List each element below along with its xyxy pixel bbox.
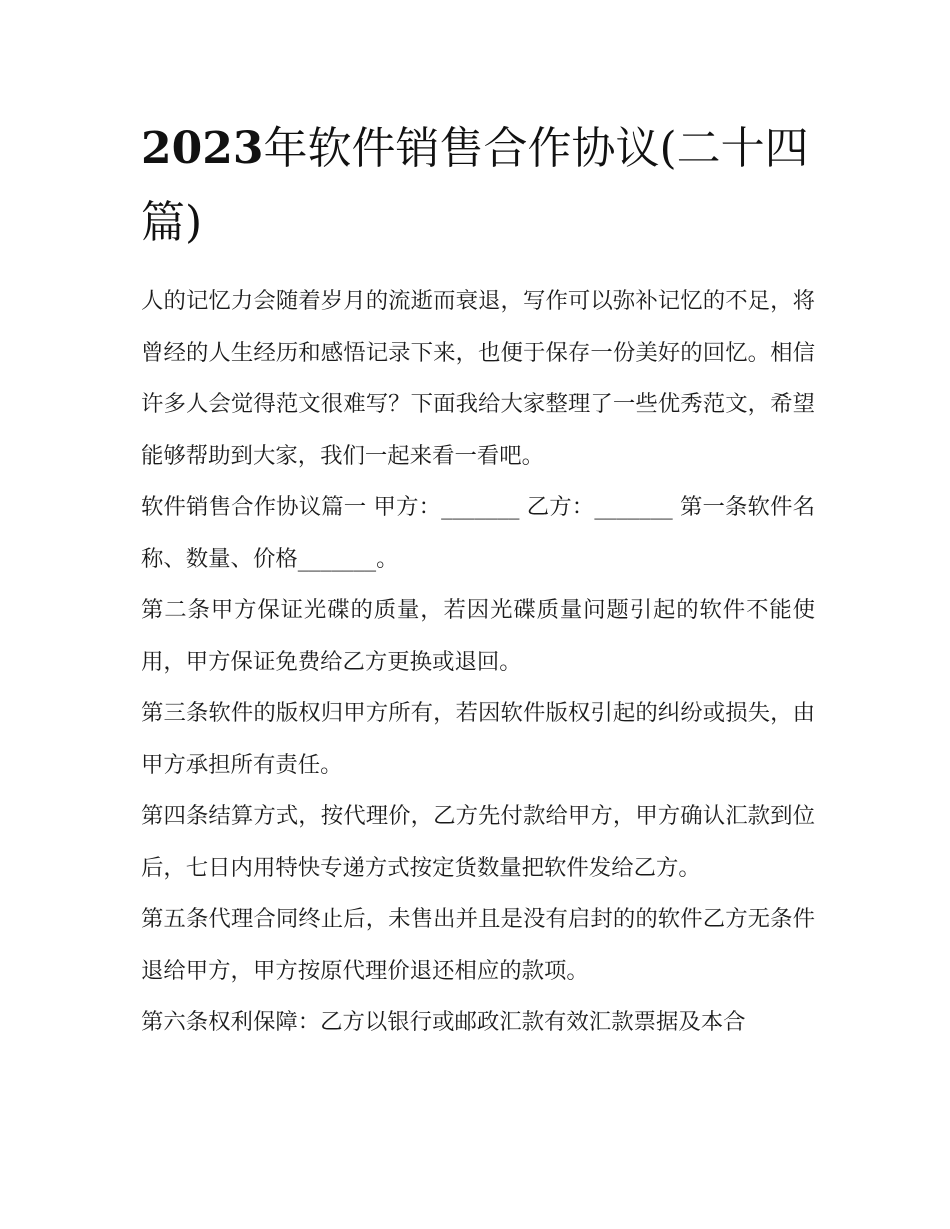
title-year: 2023 <box>141 123 264 174</box>
paragraph-article-2: 第二条甲方保证光碟的质量，若因光碟质量问题引起的软件不能使用，甲方保证免费给乙方更换或退回。 <box>141 597 815 675</box>
document-title <box>141 112 815 260</box>
paragraph-article-4: 第四条结算方式，按代理价，乙方先付款给甲方，甲方确认汇款到位后，七日内用特快专递方式按定货数量把软件发给乙方。 <box>141 803 815 881</box>
document-content <box>141 112 815 1049</box>
paragraph-article-3: 第三条软件的版权归甲方所有，若因软件版权引起的纠纷或损失，由甲方承担所有责任。 <box>141 700 815 778</box>
document-body <box>141 276 815 1049</box>
paragraph-article-6: 第六条权利保障：乙方以银行或邮政汇款有效汇款票据及本合 <box>141 1009 746 1035</box>
paragraph-intro: 人的记忆力会随着岁月的流逝而衰退，写作可以弥补记忆的不足，将曾经的人生经历和感悟记录下来，也便于保存一份美好的回忆。相信许多人会觉得范文很难写？下面我给大家整理了一些优秀范文，希望能够帮助到大家，我们一起来看一看吧。 <box>141 288 815 469</box>
title-text: 年软件销售合作协议(二十四篇) <box>141 123 809 248</box>
paragraph-parties: 软件销售合作协议篇一 甲方：_______ 乙方：_______ 第一条软件名称、数量、价格_______。 <box>141 494 815 572</box>
paragraph-article-5: 第五条代理合同终止后，未售出并且是没有启封的的软件乙方无条件退给甲方，甲方按原代理价退还相应的款项。 <box>141 906 815 984</box>
